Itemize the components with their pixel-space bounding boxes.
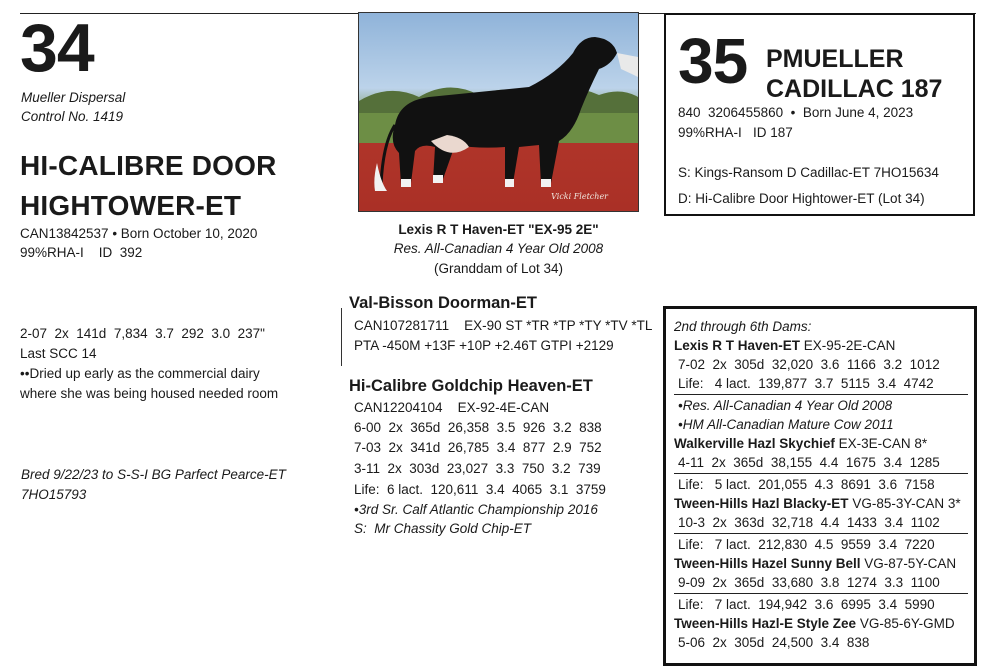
dam-entry-name: Tween-Hills Hazl Blacky-ET xyxy=(674,496,849,511)
dam-entry-note: •Res. All-Canadian 4 Year Old 2008 xyxy=(678,398,893,413)
dam-entry-name: Walkerville Hazl Skychief xyxy=(674,436,835,451)
sire-name: Val-Bisson Doorman-ET xyxy=(349,294,537,312)
sire-line1: CAN107281711 EX-90 ST *TR *TP *TY *TV *TL xyxy=(354,318,653,333)
bred-line1: Bred 9/22/23 to S-S-I BG Parfect Pearce-ET xyxy=(21,467,286,482)
dam-entry-4 xyxy=(674,494,968,554)
photo-caption-note: (Granddam of Lot 34) xyxy=(433,261,564,276)
dam-record-row: 3-11 2x 303d 23,027 3.3 750 3.2 739 xyxy=(354,461,601,476)
lot-34-note-line1: ••Dried up early as the commercial dairy xyxy=(20,366,260,381)
sire-line2: PTA -450M +13F +10P +2.46T GTPI +2129 xyxy=(354,338,614,353)
cow-illustration xyxy=(359,13,638,211)
dams-box xyxy=(663,306,977,666)
lot-35-box xyxy=(664,13,975,216)
control-number: Control No. 1419 xyxy=(21,109,124,124)
dam-entry-record: 10-3 2x 363d 32,718 4.4 1433 3.4 1102 xyxy=(678,515,940,530)
dam-entry-class: EX-95-2E-CAN xyxy=(800,338,896,353)
lot-35-number: 35 xyxy=(678,25,748,97)
lot-34-registration: CAN13842537 • Born October 10, 2020 xyxy=(20,226,258,241)
lot-34-rha: 99%RHA-I ID 392 xyxy=(20,245,143,260)
dam-entry-class: VG-85-3Y-CAN 3* xyxy=(848,496,961,511)
dam-entry-5 xyxy=(674,554,968,614)
dam-sire: S: Mr Chassity Gold Chip-ET xyxy=(354,521,532,536)
cow-photo xyxy=(358,12,639,212)
dam-entry-life: Life: 5 lact. 201,055 4.3 8691 3.6 7158 xyxy=(678,477,935,492)
dam-entry-name: Tween-Hills Hazl-E Style Zee xyxy=(674,616,857,631)
lot-34-note-line2: where she was being housed needed room xyxy=(20,386,279,401)
dam-name: Hi-Calibre Goldchip Heaven-ET xyxy=(349,377,593,395)
lot-35-sire: S: Kings-Ransom D Cadillac-ET 7HO15634 xyxy=(678,165,939,180)
sale-name: Mueller Dispersal xyxy=(21,90,126,105)
dam-entry-life: Life: 7 lact. 212,830 4.5 9559 3.4 7220 xyxy=(678,537,935,552)
lot-34-record: 2-07 2x 141d 7,834 3.7 292 3.0 237" xyxy=(20,326,265,341)
dam-entry-class: VG-85-6Y-GMD xyxy=(856,616,955,631)
lot-34-number: 34 xyxy=(20,10,94,86)
divider xyxy=(674,394,968,395)
dam-entry-record: 7-02 2x 305d 32,020 3.6 1166 3.2 1012 xyxy=(678,357,940,372)
dam-entry-6 xyxy=(674,614,968,652)
lot-35-registration: 840 3206455860 • Born June 4, 2023 xyxy=(678,105,914,120)
lot-34-name-line1: HI-CALIBRE DOOR xyxy=(20,150,277,181)
divider xyxy=(674,533,968,534)
dam-entry-3 xyxy=(674,434,968,494)
dam-entry-name: Lexis R T Haven-ET xyxy=(674,338,801,353)
dam-entry-life: Life: 4 lact. 139,877 3.7 5115 3.4 4742 xyxy=(678,376,934,391)
dam-entry-note: •HM All-Canadian Mature Cow 2011 xyxy=(678,417,894,432)
lot-34-scc: Last SCC 14 xyxy=(20,346,97,361)
dam-entry-record: 9-09 2x 365d 33,680 3.8 1274 3.3 1100 xyxy=(678,575,940,590)
lot-35-dam: D: Hi-Calibre Door Hightower-ET (Lot 34) xyxy=(678,191,925,206)
divider xyxy=(674,593,968,594)
lot-35-name-line2: CADILLAC 187 xyxy=(766,75,943,103)
bred-line2: 7HO15793 xyxy=(21,487,87,502)
dam-entry-class: EX-3E-CAN 8* xyxy=(834,436,928,451)
dams-heading: 2nd through 6th Dams: xyxy=(674,319,812,334)
dam-life-row: Life: 6 lact. 120,611 3.4 4065 3.1 3759 xyxy=(354,482,606,497)
photo-caption-name: Lexis R T Haven-ET "EX-95 2E" xyxy=(398,222,599,237)
photo-caption-award: Res. All-Canadian 4 Year Old 2008 xyxy=(393,241,604,256)
dam-registration: CAN12204104 EX-92-4E-CAN xyxy=(354,400,550,415)
dam-entry-life: Life: 7 lact. 194,942 3.6 6995 3.4 5990 xyxy=(678,597,935,612)
dam-entry-class: VG-87-5Y-CAN xyxy=(860,556,957,571)
dam-award: •3rd Sr. Calf Atlantic Championship 2016 xyxy=(354,502,598,517)
lot-34-name-line2: HIGHTOWER-ET xyxy=(20,190,242,221)
dam-entry-name: Tween-Hills Hazel Sunny Bell xyxy=(674,556,861,571)
photographer-signature: Vicki Fletcher xyxy=(551,192,608,201)
dam-entry-record: 5-06 2x 305d 24,500 3.4 838 xyxy=(678,635,870,650)
sire-bracket xyxy=(341,308,342,366)
lot-35-name-line1: PMUELLER xyxy=(766,45,904,73)
dam-record-row: 7-03 2x 341d 26,785 3.4 877 2.9 752 xyxy=(354,440,602,455)
divider xyxy=(674,473,968,474)
dam-entry-2 xyxy=(674,336,968,434)
dam-entry-record: 4-11 2x 365d 38,155 4.4 1675 3.4 1285 xyxy=(678,455,940,470)
dam-record-row: 6-00 2x 365d 26,358 3.5 926 3.2 838 xyxy=(354,420,602,435)
lot-35-rha: 99%RHA-I ID 187 xyxy=(678,125,793,140)
